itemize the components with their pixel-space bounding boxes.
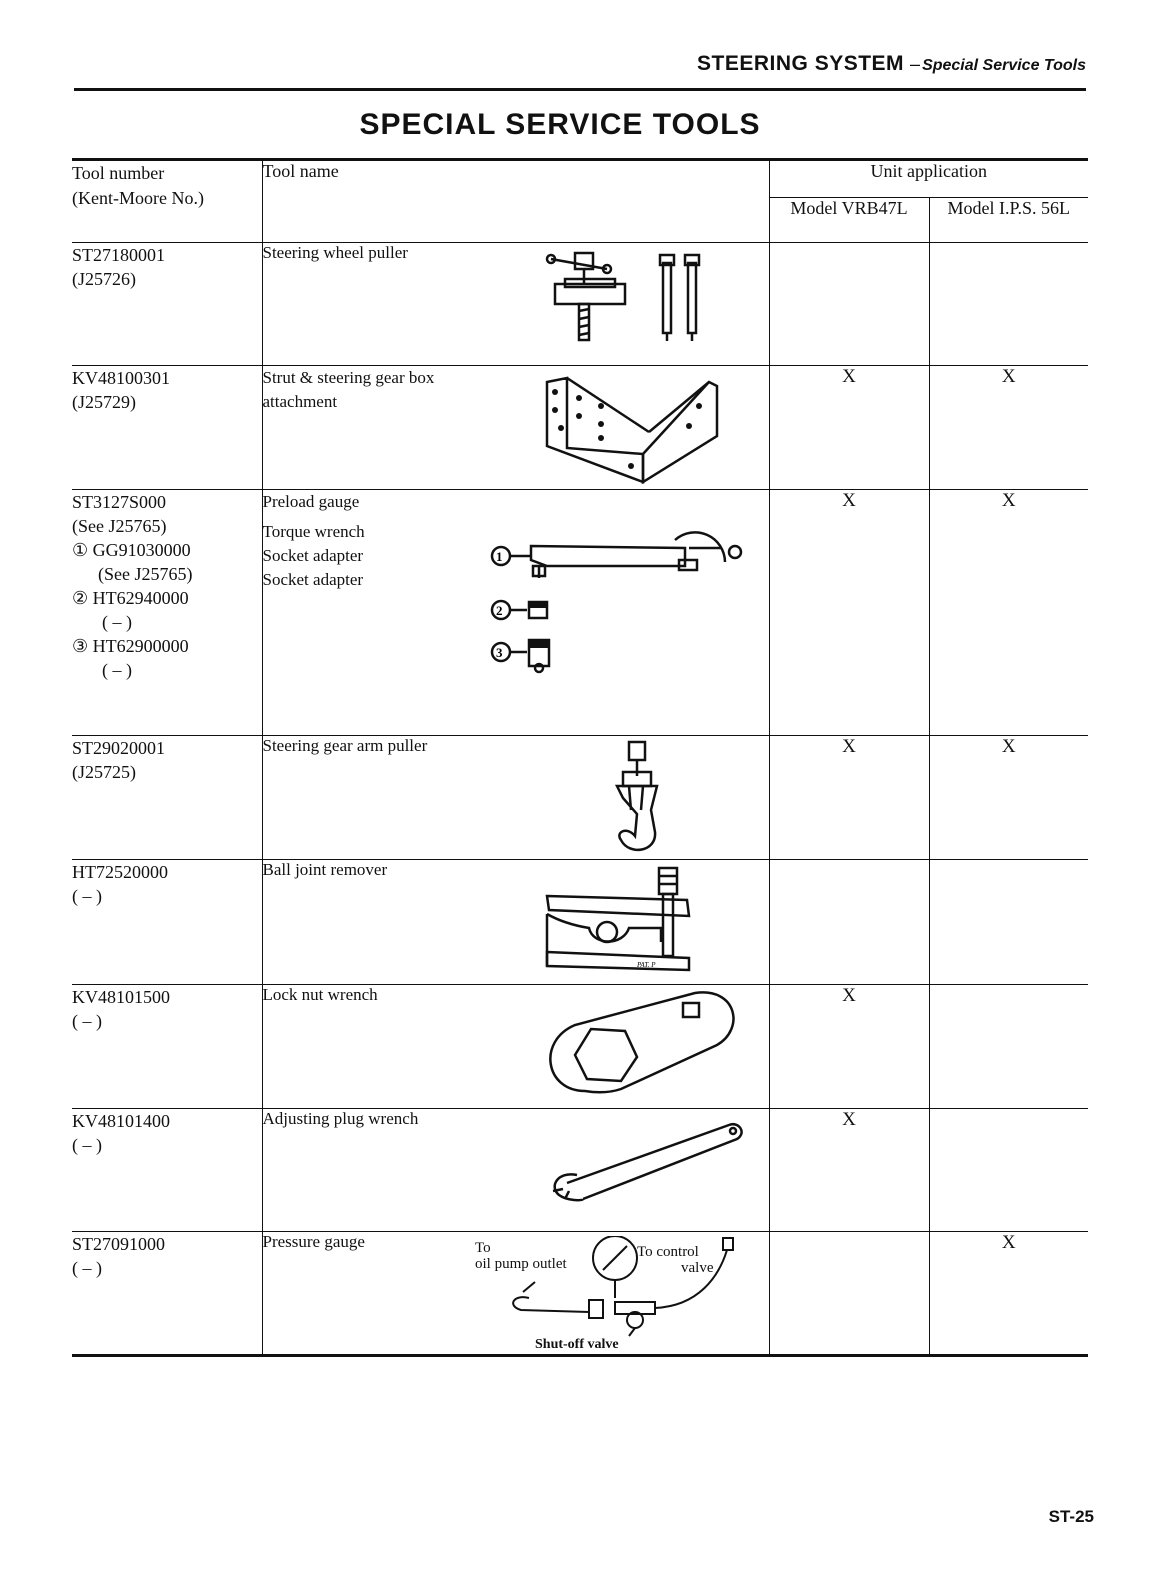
tool-name-line2: attachment bbox=[262, 392, 338, 411]
model-2-mark bbox=[929, 1109, 1088, 1232]
tool-number-cell bbox=[72, 736, 262, 860]
special-service-tools-table bbox=[72, 158, 1088, 1357]
tool-number-cell bbox=[72, 1232, 262, 1356]
model-1-mark bbox=[769, 1232, 929, 1356]
header-tool-number-line2: (Kent-Moore No.) bbox=[72, 188, 204, 208]
header-tool-number bbox=[72, 160, 262, 243]
preload-gauge-icon bbox=[489, 520, 749, 690]
model-1-mark: X bbox=[769, 736, 929, 860]
tool-number-cell bbox=[72, 490, 262, 736]
tool-number: ST29020001 bbox=[72, 738, 166, 758]
header-unit-application: Unit application bbox=[769, 160, 1088, 198]
callout-control-line2: valve bbox=[680, 1260, 713, 1276]
table-row bbox=[72, 1109, 1088, 1232]
tool-number: KV48100301 bbox=[72, 368, 170, 388]
kent-moore-number: ( – ) bbox=[72, 886, 102, 906]
tool-name-cell bbox=[262, 1109, 769, 1232]
tool-number: KV48101500 bbox=[72, 987, 170, 1007]
part-2-number-line bbox=[72, 586, 262, 610]
header-model-1: Model VRB47L bbox=[769, 198, 929, 243]
header-section: Special Service Tools bbox=[922, 57, 1086, 74]
part-1-marker: ① bbox=[72, 540, 89, 560]
tool-number-cell bbox=[72, 1109, 262, 1232]
steering-wheel-puller-icon bbox=[543, 251, 743, 359]
header-tool-number-line1: Tool number bbox=[72, 163, 165, 183]
tool-name-cell bbox=[262, 985, 769, 1109]
model-2-mark bbox=[929, 243, 1088, 366]
gearbox-attachment-icon bbox=[539, 376, 729, 486]
part-2-name: Socket adapter bbox=[262, 546, 364, 565]
tool-name: Steering wheel puller bbox=[262, 243, 408, 262]
table-row bbox=[72, 490, 1088, 736]
part-3-number-line bbox=[72, 634, 262, 658]
model-2-mark bbox=[929, 860, 1088, 985]
model-2-mark bbox=[929, 985, 1088, 1109]
kent-moore-number: (J25725) bbox=[72, 762, 136, 782]
part-1-number: GG91030000 bbox=[92, 540, 191, 560]
page-header bbox=[74, 52, 1086, 91]
tool-name-cell bbox=[262, 860, 769, 985]
lock-nut-wrench-icon bbox=[545, 989, 745, 1101]
kent-moore-number: ( – ) bbox=[72, 1011, 102, 1031]
page-number: ST-25 bbox=[1048, 1507, 1094, 1526]
kent-moore-number: (See J25765) bbox=[72, 516, 167, 536]
model-2-mark: X bbox=[929, 736, 1088, 860]
header-dash: – bbox=[910, 54, 921, 74]
tool-name: Pressure gauge bbox=[262, 1232, 365, 1251]
model-1-mark: X bbox=[769, 490, 929, 736]
callout-shutoff: Shut-off valve bbox=[534, 1337, 619, 1352]
part-1-number-line bbox=[72, 538, 262, 562]
part-2-kent-moore: ( – ) bbox=[102, 612, 132, 632]
table-row bbox=[72, 985, 1088, 1109]
tool-name-cell bbox=[262, 243, 769, 366]
tool-number-cell bbox=[72, 985, 262, 1109]
table-row bbox=[72, 243, 1088, 366]
tool-number: HT72520000 bbox=[72, 862, 168, 882]
model-1-mark: X bbox=[769, 1109, 929, 1232]
tool-name-cell bbox=[262, 1232, 769, 1356]
tool-number-cell bbox=[72, 860, 262, 985]
model-2-mark: X bbox=[929, 1232, 1088, 1356]
table-row bbox=[72, 1232, 1088, 1356]
part-3-kent-moore: ( – ) bbox=[102, 660, 132, 680]
svg-text:1: 1 bbox=[495, 549, 502, 564]
model-1-mark: X bbox=[769, 985, 929, 1109]
part-2-marker: ② bbox=[72, 588, 89, 608]
part-1-kent-moore: (See J25765) bbox=[98, 564, 193, 584]
pressure-gauge-icon bbox=[469, 1236, 749, 1354]
tool-number: ST27091000 bbox=[72, 1234, 166, 1254]
tool-number-cell bbox=[72, 366, 262, 490]
model-2-mark: X bbox=[929, 490, 1088, 736]
table-row bbox=[72, 860, 1088, 985]
adjusting-plug-wrench-icon bbox=[543, 1119, 753, 1209]
illustration-label: PAT. P bbox=[636, 961, 656, 969]
callout-to-line1: To bbox=[474, 1240, 491, 1256]
tool-name-cell bbox=[262, 366, 769, 490]
tool-number: ST27180001 bbox=[72, 245, 166, 265]
part-1-name: Torque wrench bbox=[262, 522, 365, 541]
part-2-number: HT62940000 bbox=[92, 588, 189, 608]
tool-number: KV48101400 bbox=[72, 1111, 170, 1131]
kent-moore-number: ( – ) bbox=[72, 1135, 102, 1155]
svg-text:2: 2 bbox=[495, 603, 502, 618]
tool-name: Lock nut wrench bbox=[262, 985, 378, 1004]
gear-arm-puller-icon bbox=[599, 740, 679, 858]
model-2-mark: X bbox=[929, 366, 1088, 490]
tool-name-cell bbox=[262, 736, 769, 860]
table-row bbox=[72, 736, 1088, 860]
callout-to-line2: oil pump outlet bbox=[474, 1256, 567, 1272]
kent-moore-number: ( – ) bbox=[72, 1258, 102, 1278]
tool-name-cell bbox=[262, 490, 769, 736]
part-3-name: Socket adapter bbox=[262, 570, 364, 589]
tool-name-line1: Strut & steering gear box bbox=[262, 368, 435, 387]
model-1-mark: X bbox=[769, 366, 929, 490]
tool-name: Preload gauge bbox=[262, 492, 360, 511]
tool-name: Steering gear arm puller bbox=[262, 736, 428, 755]
header-tool-name: Tool name bbox=[262, 160, 769, 243]
header-model-2: Model I.P.S. 56L bbox=[929, 198, 1088, 243]
table-row bbox=[72, 366, 1088, 490]
part-3-marker: ③ bbox=[72, 636, 89, 656]
svg-text:3: 3 bbox=[495, 645, 502, 660]
header-system: STEERING SYSTEM bbox=[697, 52, 905, 75]
tool-number-cell bbox=[72, 243, 262, 366]
tool-number: ST3127S000 bbox=[72, 492, 167, 512]
tool-name: Adjusting plug wrench bbox=[262, 1109, 419, 1128]
kent-moore-number: (J25726) bbox=[72, 269, 136, 289]
kent-moore-number: (J25729) bbox=[72, 392, 136, 412]
tool-name: Ball joint remover bbox=[262, 860, 388, 879]
ball-joint-remover-icon bbox=[543, 866, 703, 978]
model-1-mark bbox=[769, 860, 929, 985]
callout-control-line1: To control bbox=[636, 1244, 699, 1260]
model-1-mark bbox=[769, 243, 929, 366]
page-title: SPECIAL SERVICE TOOLS bbox=[359, 108, 761, 141]
part-3-number: HT62900000 bbox=[92, 636, 189, 656]
